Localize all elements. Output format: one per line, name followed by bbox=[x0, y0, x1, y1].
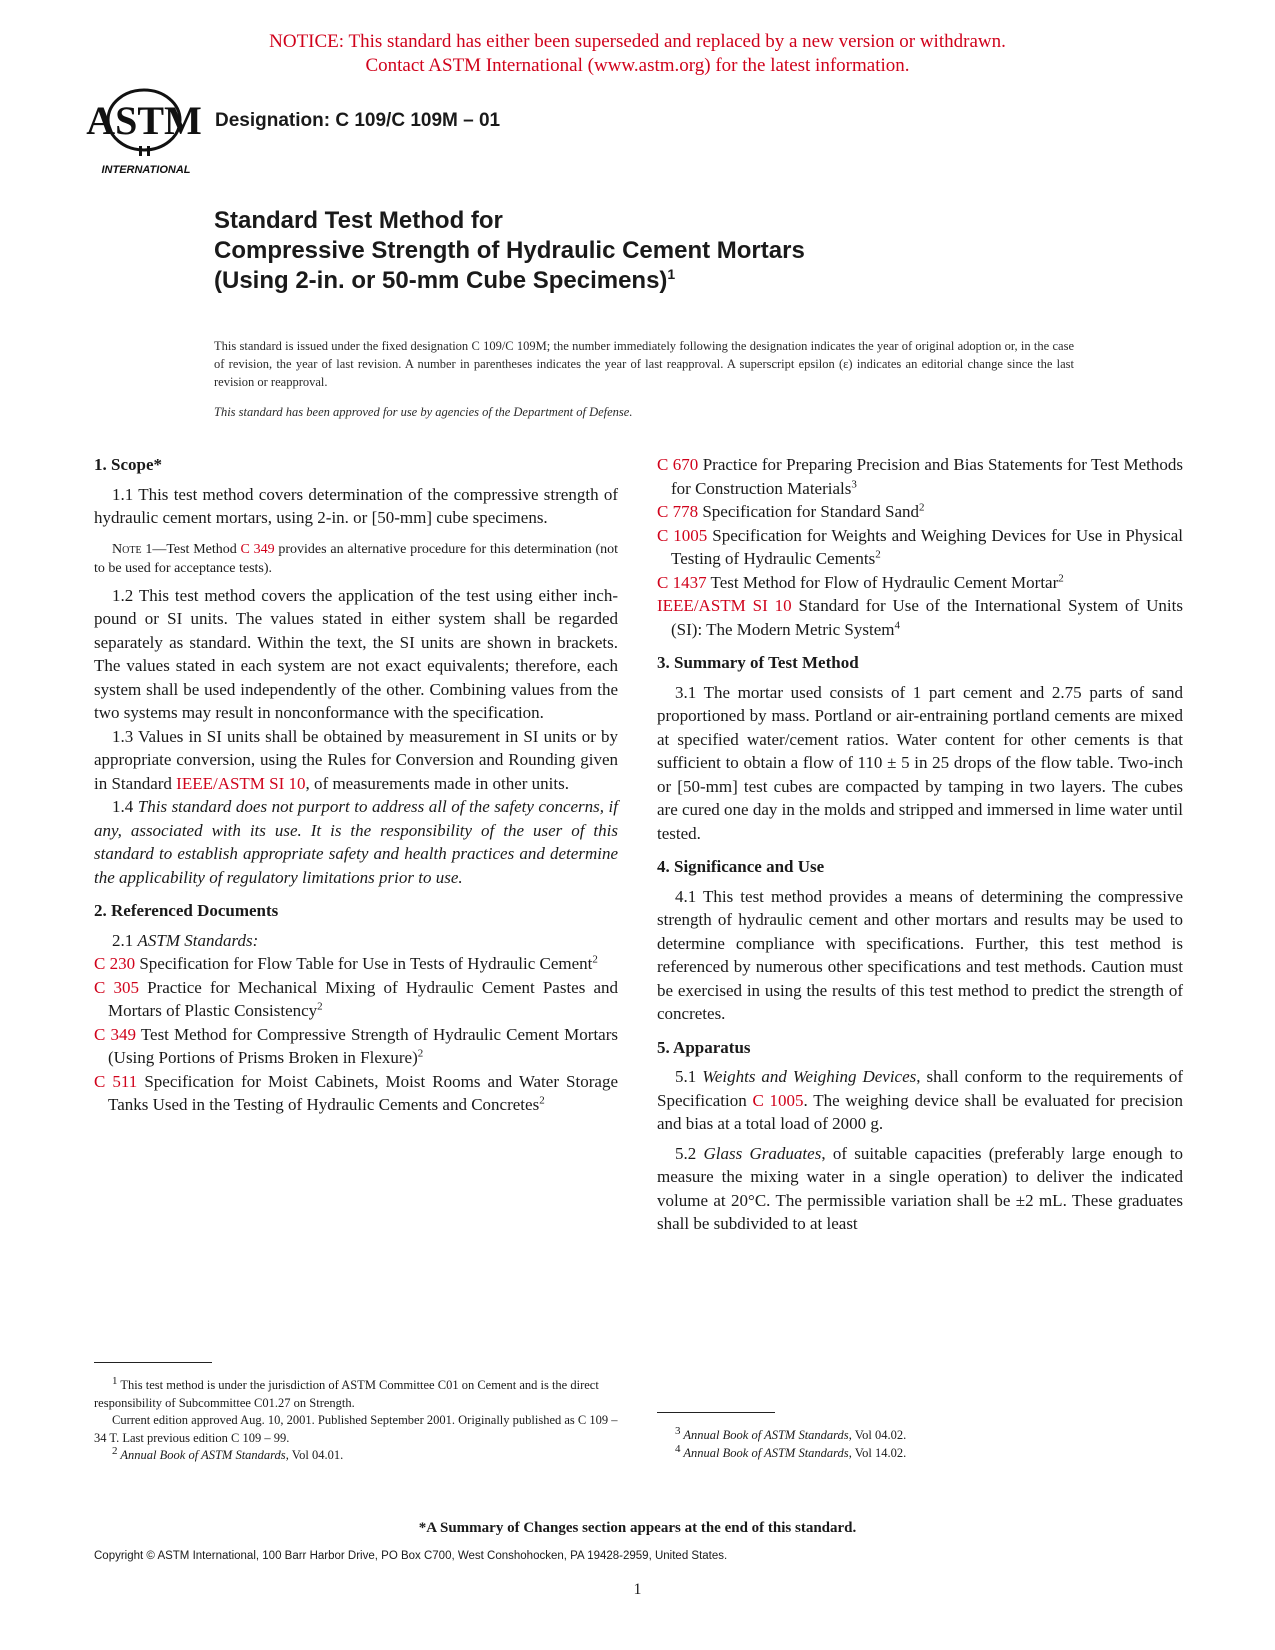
section-2-heading: 2. Referenced Documents bbox=[94, 901, 279, 920]
section-3-heading: 3. Summary of Test Method bbox=[657, 653, 859, 672]
section-1-heading: 1. Scope* bbox=[94, 455, 162, 474]
title-line-3: (Using 2-in. or 50-mm Cube Specimens) bbox=[214, 267, 668, 294]
svg-text:ASTM: ASTM bbox=[86, 98, 202, 143]
ref-code[interactable]: C 305 bbox=[94, 977, 139, 997]
approved-text: This standard has been approved for use by agencies of the Department of Defense. bbox=[214, 405, 633, 419]
ref-code[interactable]: IEEE/ASTM SI 10 bbox=[657, 596, 792, 615]
title-sup: 1 bbox=[667, 266, 676, 282]
ref-code[interactable]: C 1437 bbox=[657, 572, 707, 592]
section-5-heading: 5. Apparatus bbox=[657, 1037, 751, 1057]
footnote-1b: Current edition approved Aug. 10, 2001. Published September 2001. Originally published as C 109 – 34 T. Last previous edition C 109 – 99. bbox=[94, 1413, 618, 1445]
para-2-1: 2.1 ASTM Standards: bbox=[112, 930, 259, 950]
ref-item: C 349 Test Method for Compressive Strength of Hydraulic Cement Mortars (Using Portions of Prisms Broken in Flexure)$^2$ bbox=[94, 1024, 618, 1067]
ref-item: IEEE/ASTM SI 10 Standard for Use of the International System of Units (SI): The Modern Metric System$^4$ bbox=[657, 596, 1183, 639]
issued-text: This standard is issued under the fixed designation C 109/C 109M; the number immediately following the designation indicates the year of original adoption or, in the case of revision, the year of last revision. A number in parentheses indicates the year of last reapproval. A superscript epsilon (ε) indicates an editorial change since the last revision or reapproval. bbox=[214, 339, 1074, 389]
logo-wordmark: INTERNATIONAL bbox=[101, 164, 191, 176]
para-1-2: 1.2 This test method covers the application of the test using either inch-pound or SI units. The values stated in either system shall be regarded separately as standard. Within the text, the SI units are shown in brackets. The values stated in each system are not exact equivalents; therefore, each system shall be used independently of the other. Combining values from the two systems may result in nonconformance with the specification. bbox=[94, 585, 618, 722]
para-1-4: 1.4 This standard does not purport to address all of the safety concerns, if any, associated with its use. It is the responsibility of the user of this standard to establish appropriate safety and health practices and determine the applicability of regulatory limitations prior to use. bbox=[94, 797, 618, 887]
footnote-3: $^3$ Annual Book of ASTM Standards, Vol 04.02. bbox=[675, 1424, 907, 1442]
notice-line-1: NOTICE: This standard has either been superseded and replaced by a new version or withdrawn. bbox=[269, 31, 1006, 52]
notice-line-2: Contact ASTM International (www.astm.org) for the latest information. bbox=[365, 55, 910, 76]
para-5-1: 5.1 Weights and Weighing Devices, shall conform to the requirements of Specification C 1005. The weighing device shall be evaluated for precision and bias at a total load of 2000 g. bbox=[657, 1067, 1183, 1133]
ref-link-c1005[interactable]: C 1005 bbox=[752, 1090, 804, 1110]
section-4-heading: 4. Significance and Use bbox=[657, 857, 825, 876]
right-column bbox=[657, 453, 1183, 1236]
ref-item: C 1005 Specification for Weights and Weighing Devices for Use in Physical Testing of Hydraulic Cements$^2$ bbox=[657, 525, 1183, 568]
para-5-2: 5.2 Glass Graduates, of suitable capacities (preferably large enough to measure the mixing water in a single operation) to deliver the indicated volume at 20°C. The permissible variation shall be ±2 mL. These graduates shall be subdivided to at least bbox=[657, 1143, 1184, 1233]
ref-item: C 230 Specification for Flow Table for Use in Tests of Hydraulic Cement$^2$ bbox=[94, 953, 598, 973]
para-4-1: 4.1 This test method provides a means of determining the compressive strength of hydraulic cement and other mortars and results may be used to determine compliance with specifications. Further, this test method is referenced by numerous other specifications and test methods. Caution must be exercised in using the results of this test method to predict the strength of concretes. bbox=[657, 886, 1183, 1023]
footnotes-right bbox=[657, 1412, 1183, 1462]
footnote-1: $^1$ This test method is under the jurisdiction of ASTM Committee C01 on Cement and is the direct responsibility of Subcommittee C01.27 on Strength. bbox=[94, 1374, 599, 1410]
ref-link-c349[interactable]: C 349 bbox=[240, 541, 275, 557]
astm-logo-icon bbox=[86, 86, 202, 178]
title-line-2: Compressive Strength of Hydraulic Cement Mortars bbox=[214, 237, 805, 264]
para-3-1: 3.1 The mortar used consists of 1 part cement and 2.75 parts of sand proportioned by mass. Portland or air-entraining portland cements are mixed at specified water/cement ratios. Water content for other cements is that sufficient to obtain a flow of 110 ± 5 in 25 drops of the flow table. Two-inch or [50-mm] test cubes are compacted by tamping in two layers. The cubes are cured one day in the molds and stripped and immersed in lime water until tested. bbox=[657, 682, 1183, 843]
para-1-3: 1.3 Values in SI units shall be obtained by measurement in SI units or by appropriate conversion, using the Rules for Conversion and Rounding given in Standard IEEE/ASTM SI 10, of measurements made in other units. bbox=[94, 726, 618, 793]
left-column bbox=[94, 453, 618, 1117]
ref-item: C 511 Specification for Moist Cabinets, Moist Rooms and Water Storage Tanks Used in the Testing of Hydraulic Cements and Concretes$^2$ bbox=[94, 1071, 618, 1114]
footnotes-left bbox=[94, 1362, 618, 1465]
ref-code[interactable]: C 511 bbox=[94, 1071, 138, 1091]
page-title bbox=[214, 206, 805, 296]
page-number: 1 bbox=[633, 1581, 642, 1598]
title-line-1: Standard Test Method for bbox=[214, 207, 503, 234]
note-1: Note 1—Test Method C 349 provides an alternative procedure for this determination (not to be used for acceptance tests). bbox=[94, 541, 619, 576]
copyright: Copyright © ASTM International, 100 Barr Harbor Drive, PO Box C700, West Conshohocken, PA 19428-2959, United States. bbox=[94, 1550, 728, 1562]
para-1-1: 1.1 This test method covers determination of the compressive strength of hydraulic cement mortars, using 2-in. or [50-mm] cube specimens. bbox=[94, 484, 618, 527]
ref-code[interactable]: C 1005 bbox=[657, 525, 708, 545]
footnote-4: $^4$ Annual Book of ASTM Standards, Vol 14.02. bbox=[675, 1442, 907, 1460]
ref-code[interactable]: C 349 bbox=[94, 1024, 136, 1044]
designation: Designation: C 109/C 109M – 01 bbox=[215, 110, 501, 131]
ref-item: C 1437 Test Method for Flow of Hydraulic Cement Mortar$^2$ bbox=[657, 571, 1064, 592]
ref-item: C 778 Specification for Standard Sand$^2$ bbox=[657, 501, 925, 521]
ref-code[interactable]: C 670 bbox=[657, 455, 699, 474]
ref-item: C 670 Practice for Preparing Precision and Bias Statements for Test Methods for Construction Materials$^3$ bbox=[657, 455, 1184, 498]
footnote-2: $^2$ Annual Book of ASTM Standards, Vol 04.01. bbox=[112, 1444, 344, 1462]
ref-code[interactable]: C 778 bbox=[657, 502, 699, 521]
summary-of-changes-note: *A Summary of Changes section appears at the end of this standard. bbox=[418, 1520, 857, 1536]
ref-item: C 305 Practice for Mechanical Mixing of Hydraulic Cement Pastes and Mortars of Plastic Consistency$^2$ bbox=[94, 977, 618, 1020]
ref-link-si10[interactable]: IEEE/ASTM SI 10 bbox=[176, 773, 306, 793]
ref-code[interactable]: C 230 bbox=[94, 954, 136, 973]
